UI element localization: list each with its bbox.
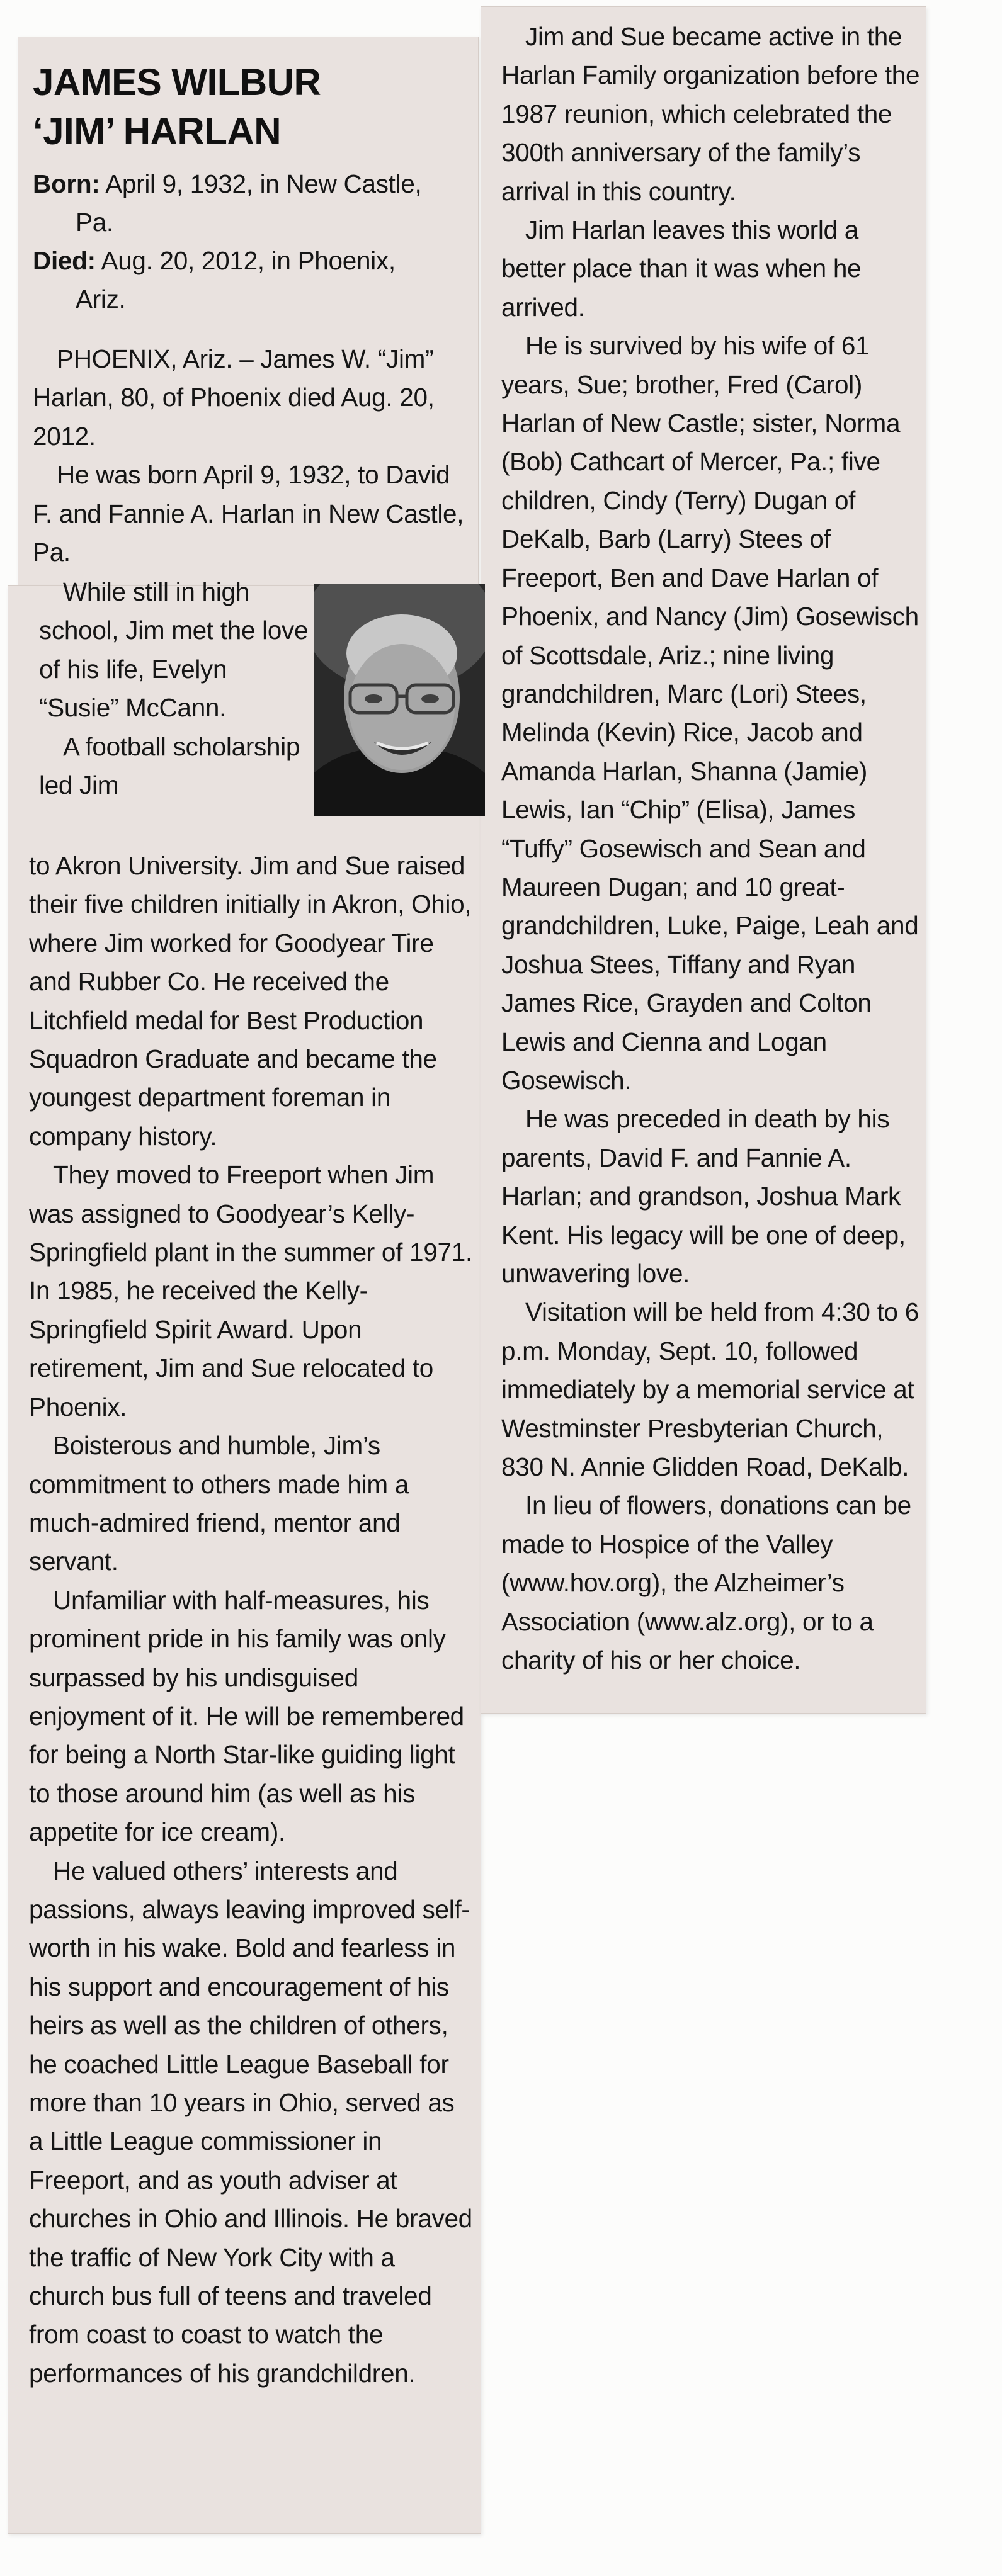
died-label: Died: [33,246,96,275]
paragraph-boisterous: Boisterous and humble, Jim’s commitment to others made him a much-admired friend, mentor and servant. [29,1431,409,1576]
born-label: Born: [33,169,100,198]
column1-bottom [29,847,472,2393]
portrait-illustration [314,584,485,816]
paragraph-football-cont: to Akron University. Jim and Sue raised their five children initially in Akron, Ohio, where Jim worked for Goodyear Tire and Rubber Co. He received the Litchfield medal for Best Production Squadron Graduate and became the youngest department foreman in company history. [29,851,472,1151]
paragraph-family-organization: Jim and Sue became active in the Harlan Family organization before the 1987 reunion, which celebrated the 300th anniversary of the family’s arrival in this country. [501,22,920,206]
paragraph-visitation: Visitation will be held from 4:30 to 6 p.m. Monday, Sept. 10, followed immediately by a memorial service at Westminster Presbyterian Church, 830 N. Annie Glidden Road, DeKalb. [501,1297,919,1482]
born-text: April 9, 1932, in New Castle, [105,169,422,198]
paragraph-birth: He was born April 9, 1932, to David F. and Fannie A. Harlan in New Castle, Pa. [33,460,464,567]
paragraph-preceded: He was preceded in death by his parents, David F. and Fannie A. Harlan; and grandson, Joshua Mark Kent. His legacy will be one of deep, unwavering love. [501,1104,906,1288]
column1-top [33,340,467,572]
paragraph-half-measures: Unfamiliar with half-measures, his prominent pride in his family was only surpassed by his undisguised enjoyment of it. He will be remembered for being a North Star-like guiding light to those around him (as well as his appetite for ice cream). [29,1585,464,1847]
portrait-photo [314,584,485,816]
column1-photo-wrap [39,573,310,805]
headline-line-2: ‘JIM’ HARLAN [33,110,282,152]
paragraph-donations: In lieu of flowers, donations can be made to Hospice of the Valley (www.hov.org), the Alzheimer’s Association (www.alz.org), or to a charity of his or her choice. [501,1491,911,1675]
paragraph-better-place: Jim Harlan leaves this world a better place than it was when he arrived. [501,215,862,322]
died-row [33,242,467,280]
paragraph-high-school: While still in high school, Jim met the love of his life, Evelyn “Susie” McCann. [39,577,309,723]
headline-line-1: JAMES WILBUR [33,61,321,103]
born-continuation: Pa. [76,208,113,237]
born-row [33,165,467,203]
paragraph-survived-by: He is survived by his wife of 61 years, Sue; brother, Fred (Carol) Harlan of New Castle; sister, Norma (Bob) Cathcart of Mercer, Pa.; five children, Cindy (Terry) Dugan of DeKalb, Barb (Larry) Stees of Freeport, Ben and Dave Harlan of Phoenix, and Nancy (Jim) Gosewisch of Scottsdale, Ariz.; nine living grandchildren, Marc (Lori) Stees, Melinda (Kevin) Rice, Jacob and Amanda Harlan, Shanna (Jamie) Lewis, Ian “Chip” (Elisa), James “Tuffy” Gosewisch and Sean and Maureen Dugan; and 10 great-grandchildren, Luke, Paige, Leah and Joshua Stees, Tiffany and Ryan James Rice, Grayden and Colton Lewis and Cienna and Logan Gosewisch. [501,331,919,1095]
died-continuation: Ariz. [76,285,126,314]
paragraph-freeport: They moved to Freeport when Jim was assigned to Goodyear’s Kelly-Springfield plant in the summer of 1971. In 1985, he received the Kelly-Springfield Spirit Award. Upon retirement, Jim and Sue relocated to Phoenix. [29,1160,472,1421]
died-text: Aug. 20, 2012, in Phoenix, [101,246,396,275]
obituary-headline [33,58,321,156]
paragraph-valued-others: He valued others’ interests and passions, always leaving improved self-worth in his wake. Bold and fearless in his support and encouragement of his heirs as well as the children of others, he coached Little League Baseball for more than 10 years in Ohio, served as a Little League commissioner in Freeport, and as youth adviser at churches in Ohio and Illinois. He braved the traffic of New York City with a church bus full of teens and traveled from coast to coast to watch the performances of his grandchildren. [29,1856,472,2388]
paragraph-dateline: PHOENIX, Ariz. – James W. “Jim” Harlan, 80, of Phoenix died Aug. 20, 2012. [33,344,435,451]
column2 [501,18,921,1680]
vitals-block [33,165,467,319]
paragraph-football-start: A football scholarship led Jim [39,732,300,800]
